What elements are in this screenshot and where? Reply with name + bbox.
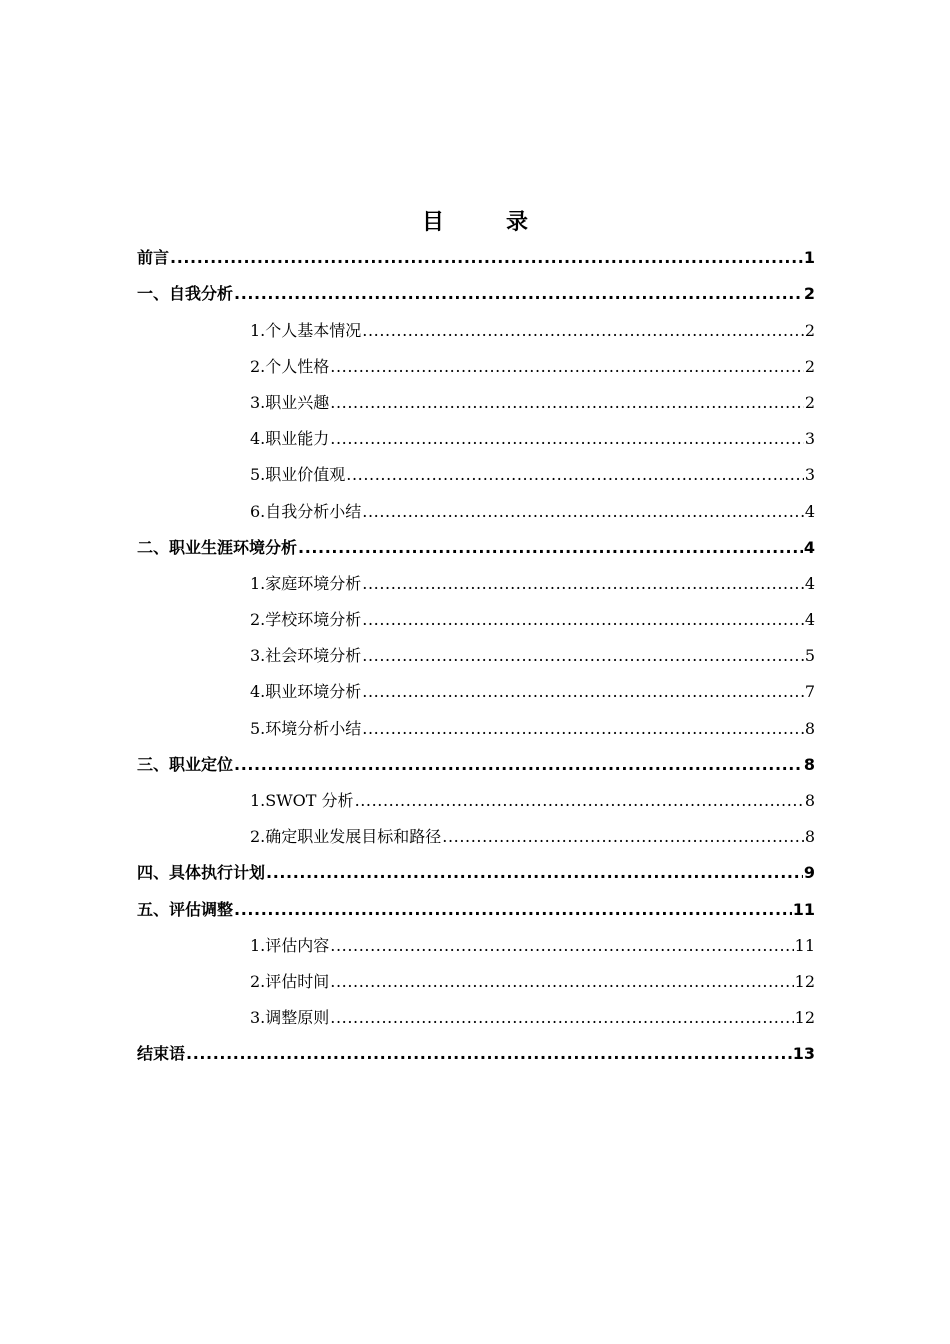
toc-entry-section[interactable] bbox=[137, 960, 815, 996]
toc-entry-label: 四、具体执行计划 bbox=[137, 863, 266, 883]
toc-entry-section[interactable] bbox=[137, 924, 815, 960]
toc-dot-leader bbox=[234, 284, 803, 304]
toc-entry-chapter[interactable] bbox=[137, 236, 815, 272]
toc-entry-section[interactable] bbox=[137, 308, 815, 344]
toc-entry-section[interactable] bbox=[137, 815, 815, 851]
toc-dot-leader bbox=[234, 900, 792, 920]
toc-entry-chapter[interactable] bbox=[137, 272, 815, 308]
toc-entry-chapter[interactable] bbox=[137, 851, 815, 887]
toc-entry-page-number: 1 bbox=[803, 248, 815, 268]
toc-entry-page-number: 2 bbox=[804, 320, 815, 340]
toc-entry-page-number: 13 bbox=[792, 1044, 815, 1064]
toc-entry-section[interactable] bbox=[137, 345, 815, 381]
toc-entry-page-number: 4 bbox=[803, 537, 815, 557]
toc-entry-label: 5.环境分析小结 bbox=[250, 718, 362, 738]
toc-entry-label: 4.职业环境分析 bbox=[250, 682, 362, 702]
toc-entry-page-number: 8 bbox=[804, 791, 815, 810]
toc-entry-page-number: 11 bbox=[794, 935, 815, 955]
toc-dot-leader bbox=[362, 502, 804, 522]
toc-entry-section[interactable] bbox=[137, 779, 815, 815]
toc-dot-leader bbox=[346, 465, 804, 485]
toc-entry-label: 二、职业生涯环境分析 bbox=[137, 537, 298, 557]
toc-entry-label: 前言 bbox=[137, 248, 170, 268]
toc-entry-label: 1.个人基本情况 bbox=[250, 320, 362, 340]
toc-entry-section[interactable] bbox=[137, 706, 815, 742]
toc-entry-page-number: 2 bbox=[804, 392, 815, 412]
toc-entry-page-number: 8 bbox=[804, 827, 815, 847]
toc-dot-leader bbox=[266, 863, 803, 883]
toc-entry-label: 5.职业价值观 bbox=[250, 465, 346, 485]
toc-entry-page-number: 7 bbox=[804, 682, 815, 702]
toc-entry-chapter[interactable] bbox=[137, 526, 815, 562]
toc-entry-section[interactable] bbox=[137, 670, 815, 706]
toc-dot-leader bbox=[362, 321, 804, 341]
toc-entry-label: 2.学校环境分析 bbox=[250, 610, 362, 630]
toc-dot-leader bbox=[362, 574, 804, 594]
toc-dot-leader bbox=[298, 538, 803, 558]
toc-entry-page-number: 8 bbox=[804, 718, 815, 738]
toc-entry-page-number: 2 bbox=[804, 356, 815, 376]
toc-dot-leader bbox=[234, 755, 803, 775]
toc-dot-leader bbox=[330, 393, 804, 413]
toc-entry-chapter[interactable] bbox=[137, 743, 815, 779]
toc-dot-leader bbox=[330, 429, 804, 449]
toc-entry-label: 2.评估时间 bbox=[250, 971, 330, 991]
toc-entry-label: 6.自我分析小结 bbox=[250, 501, 362, 521]
toc-dot-leader bbox=[355, 791, 804, 811]
toc-entry-page-number: 4 bbox=[804, 610, 815, 630]
toc-entry-label: 1.评估内容 bbox=[250, 935, 330, 955]
toc-entry-section[interactable] bbox=[137, 634, 815, 670]
toc-entry-label: 3.调整原则 bbox=[250, 1008, 330, 1028]
toc-entry-section[interactable] bbox=[137, 381, 815, 417]
toc-entry-section[interactable] bbox=[137, 453, 815, 489]
toc-entry-chapter[interactable] bbox=[137, 887, 815, 923]
toc-dot-leader bbox=[362, 646, 804, 666]
toc-entry-page-number: 3 bbox=[804, 429, 815, 449]
toc-dot-leader bbox=[442, 827, 804, 847]
toc-dot-leader bbox=[330, 972, 793, 992]
toc-entry-section[interactable] bbox=[137, 489, 815, 525]
toc-entry-section[interactable] bbox=[137, 417, 815, 453]
toc-entry-label: 三、职业定位 bbox=[137, 754, 234, 774]
toc-entry-label: 4.职业能力 bbox=[250, 429, 330, 449]
toc-entry-page-number: 2 bbox=[803, 284, 815, 304]
toc-entry-label: 2.个人性格 bbox=[250, 356, 330, 376]
toc-entry-label: 3.社会环境分析 bbox=[250, 646, 362, 666]
toc-entry-page-number: 4 bbox=[804, 573, 815, 593]
toc-entry-page-number: 4 bbox=[804, 501, 815, 521]
toc-dot-leader bbox=[170, 248, 803, 268]
toc-entry-section[interactable] bbox=[137, 598, 815, 634]
toc-dot-leader bbox=[362, 610, 804, 630]
toc-title: 目 录 bbox=[421, 210, 548, 235]
toc-entry-label: 3.职业兴趣 bbox=[250, 392, 330, 412]
toc-dot-leader bbox=[330, 1008, 793, 1028]
toc-entry-page-number: 9 bbox=[803, 863, 815, 883]
toc-entry-page-number: 12 bbox=[794, 971, 815, 991]
toc-entry-page-number: 8 bbox=[803, 754, 815, 774]
toc-entry-page-number: 5 bbox=[804, 646, 815, 666]
toc-entry-chapter[interactable] bbox=[137, 1032, 815, 1068]
toc-entry-section[interactable] bbox=[137, 562, 815, 598]
toc-entry-label: 五、评估调整 bbox=[137, 899, 234, 919]
toc-dot-leader bbox=[362, 682, 804, 702]
toc-dot-leader bbox=[330, 357, 804, 377]
toc-entry-label: 2.确定职业发展目标和路径 bbox=[250, 827, 442, 847]
toc-dot-leader bbox=[330, 936, 793, 956]
toc-entry-label: 一、自我分析 bbox=[137, 284, 234, 304]
toc-entry-label: 1.家庭环境分析 bbox=[250, 573, 362, 593]
toc-entry-label: 结束语 bbox=[137, 1044, 186, 1064]
toc-entry-page-number: 12 bbox=[794, 1008, 815, 1028]
toc-entry-section[interactable] bbox=[137, 996, 815, 1032]
toc-list bbox=[137, 236, 815, 1068]
toc-dot-leader bbox=[362, 719, 804, 739]
toc-entry-label: 1.SWOT 分析 bbox=[250, 791, 354, 810]
toc-entry-page-number: 11 bbox=[792, 899, 815, 919]
toc-dot-leader bbox=[186, 1044, 792, 1064]
toc-entry-page-number: 3 bbox=[804, 465, 815, 485]
